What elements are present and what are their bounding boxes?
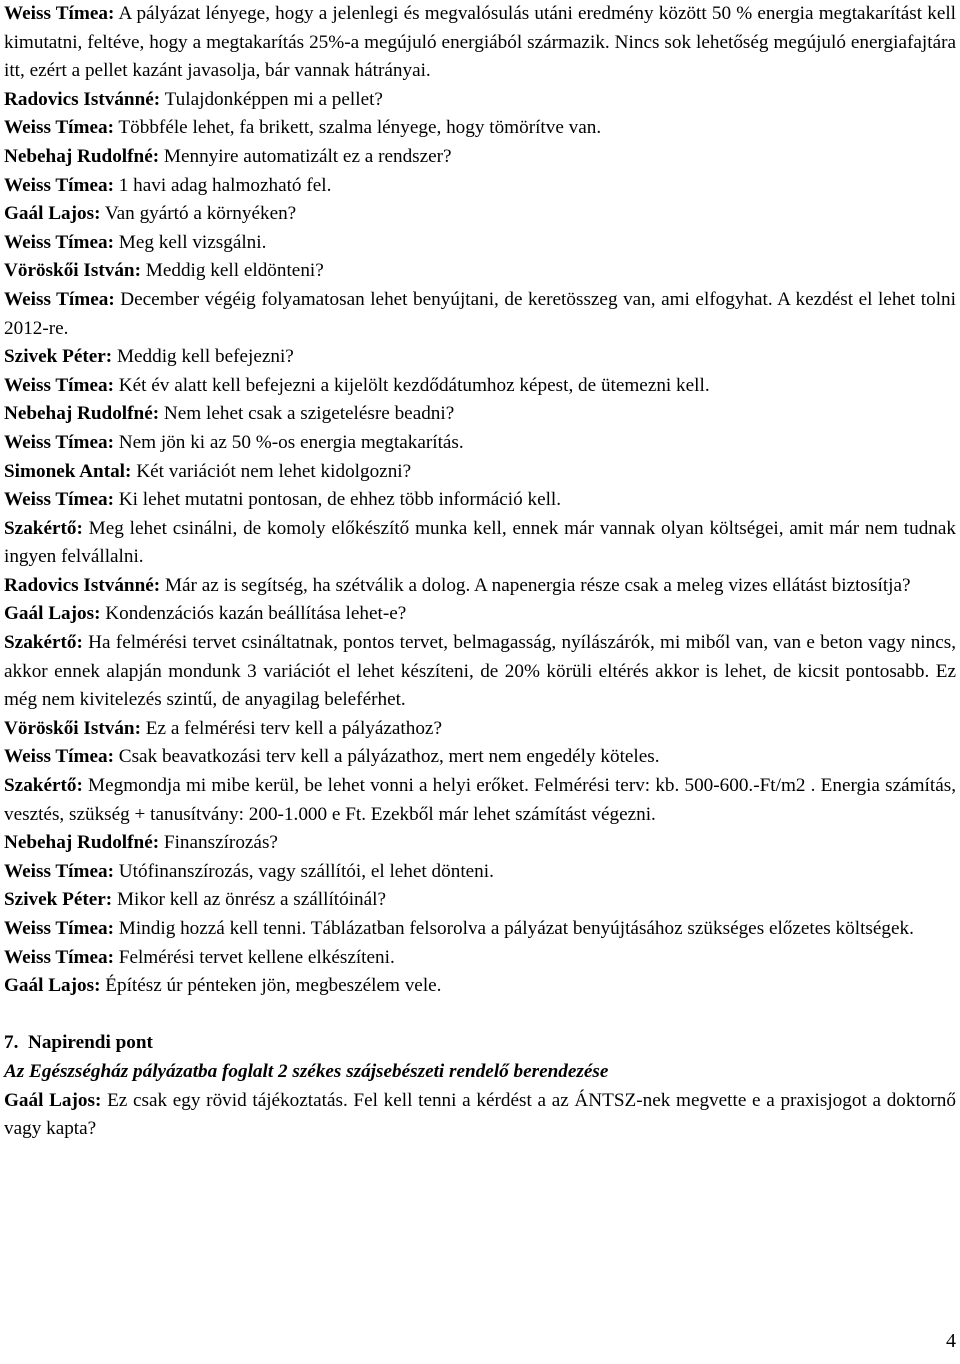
speaker-name: Szakértő: [4, 632, 83, 654]
dialogue-entry [4, 915, 956, 944]
speaker-name: Weiss Tímea: [4, 117, 114, 139]
section-dialogue-list [4, 1087, 956, 1144]
speaker-name: Weiss Tímea: [4, 489, 114, 511]
speech-text: Utófinanszírozás, vagy szállítói, el lehet dönteni. [113, 860, 494, 882]
speaker-name: Weiss Tímea: [4, 374, 114, 396]
speaker-name: Weiss Tímea: [4, 946, 114, 968]
dialogue-entry [4, 0, 956, 86]
speech-text: Többféle lehet, fa brikett, szalma lényege, hogy tömörítve van. [113, 117, 602, 139]
speaker-name: Szivek Péter: [4, 889, 113, 911]
document-body [4, 0, 956, 1144]
speaker-name: Szakértő: [4, 775, 83, 797]
speech-text: Van gyártó a környéken? [100, 203, 297, 225]
speaker-name: Weiss Tímea: [4, 231, 114, 253]
speech-text: Nem lehet csak a szigetelésre beadni? [159, 403, 455, 425]
speech-text: Meg kell vizsgálni. [113, 231, 267, 253]
speaker-name: Szivek Péter: [4, 346, 113, 368]
speech-text: Ha felmérési tervet csináltatnak, pontos tervet, belmagasság, nyílászárók, mi miből van, van e beton vagy nincs, akkor ennek alapján mondunk 3 variációt el lehet készíteni, de 20% körüli eltérés akkor is lehet, de kicsit pontosabb. Ez még nem kivitelezés szintű, de anyagilag beleférhet. [4, 632, 956, 711]
page-number: 4 [946, 1330, 956, 1352]
speech-text: Ez a felmérési terv kell a pályázathoz? [141, 717, 442, 739]
speaker-name: Szakértő: [4, 517, 83, 539]
speech-text: Már az is segítség, ha szétválik a dolog. A napenergia része csak a meleg vizes ellátást biztosítja? [160, 574, 911, 596]
speaker-name: Weiss Tímea: [4, 918, 114, 939]
speech-text: 1 havi adag halmozható fel. [113, 174, 332, 196]
speech-text: Ez csak egy rövid tájékoztatás. Fel kell tenni a kérdést a az ÁNTSZ-nek megvette e a praxisjogot a doktornő vagy kapta? [4, 1089, 956, 1140]
speech-text: Nem jön ki az 50 %-os energia megtakarítás. [113, 431, 464, 453]
dialogue-entry [4, 400, 956, 429]
speech-text: Csak beavatkozási terv kell a pályázathoz, mert nem engedély köteles. [113, 746, 660, 768]
dialogue-entry [4, 172, 956, 201]
speaker-name: Weiss Tímea: [4, 746, 114, 768]
speech-text: Meddig kell eldönteni? [141, 260, 324, 282]
dialogue-entry [4, 229, 956, 258]
speaker-name: Gaál Lajos: [4, 603, 101, 625]
section-title: Napirendi pont [27, 1032, 153, 1054]
speaker-name: Weiss Tímea: [4, 174, 114, 196]
dialogue-entry [4, 458, 956, 487]
dialogue-entry [4, 829, 956, 858]
speaker-name: Gaál Lajos: [4, 975, 101, 997]
speech-text: Megmondja mi mibe kerül, be lehet vonni a helyi erőket. Felmérési terv: kb. 500-600.-Ft/m2 . Energia számítás, vesztés, szükség + tanusítvány: 200-1.000 e Ft. Ezekből már lehet számítást végezni. [4, 775, 956, 825]
dialogue-entry [4, 972, 956, 1001]
speech-text: Felmérési tervet kellene elkészíteni. [113, 946, 395, 968]
speaker-name: Weiss Tímea: [4, 431, 114, 453]
dialogue-entry [4, 486, 956, 515]
speech-text: Két variációt nem lehet kidolgozni? [131, 460, 412, 482]
speaker-name: Radovics Istvánné: [4, 88, 161, 110]
dialogue-entry [4, 886, 956, 915]
speech-text: Mennyire automatizált ez a rendszer? [159, 145, 452, 167]
dialogue-entry [4, 286, 956, 343]
dialogue-entry [4, 600, 956, 629]
dialogue-entry [4, 1087, 956, 1144]
speech-text: Finanszírozás? [159, 832, 278, 854]
speech-text: Ki lehet mutatni pontosan, de ehhez több információ kell. [113, 489, 562, 511]
speaker-name: Vöröskői István: [4, 260, 141, 282]
speaker-name: Weiss Tímea: [4, 288, 115, 310]
dialogue-entry [4, 372, 956, 401]
speaker-name: Radovics Istvánné: [4, 574, 161, 596]
speaker-name: Nebehaj Rudolfné: [4, 832, 160, 854]
speech-text: Meddig kell befejezni? [112, 346, 294, 368]
dialogue-list [4, 0, 956, 1001]
dialogue-entry [4, 86, 956, 115]
speaker-name: Weiss Tímea: [4, 3, 115, 24]
dialogue-entry [4, 772, 956, 829]
speech-text: Kondenzációs kazán beállítása lehet-e? [100, 603, 407, 625]
dialogue-entry [4, 114, 956, 143]
speech-text: Két év alatt kell befejezni a kijelölt kezdődátumhoz képest, de ütemezni kell. [113, 374, 710, 396]
dialogue-entry [4, 858, 956, 887]
speaker-name: Nebehaj Rudolfné: [4, 403, 160, 425]
speech-text: Építész úr pénteken jön, megbeszélem vele. [100, 975, 442, 997]
dialogue-entry [4, 572, 956, 601]
dialogue-entry [4, 143, 956, 172]
speech-text: December végéig folyamatosan lehet benyújtani, de keretösszeg van, ami elfogyhat. A kezdést el lehet tolni 2012-re. [4, 288, 956, 339]
speech-text: Tulajdonképpen mi a pellet? [160, 88, 383, 110]
dialogue-entry [4, 944, 956, 973]
speaker-name: Nebehaj Rudolfné: [4, 145, 160, 167]
speaker-name: Vöröskői István: [4, 717, 141, 739]
section-number: 7. [4, 1032, 19, 1054]
dialogue-entry [4, 515, 956, 572]
section-subtitle: Az Egészségház pályázatba foglalt 2 székes szájsebészeti rendelő berendezése [4, 1060, 609, 1082]
speech-text: Meg lehet csinálni, de komoly előkészítő munka kell, ennek már vannak olyan költségei, amit már nem tudnak ingyen felvállalni. [4, 517, 956, 568]
speech-text: A pályázat lényege, hogy a jelenlegi és megvalósulás utáni eredmény között 50 % energia megtakarítást kell kimutatni, feltéve, hogy a megtakarítás 25%-a megújuló energiából származik. Nincs sok lehetőség megújuló energiafajtára itt, ezért a pellet kazánt javasolja, bár vannak hátrányai. [4, 3, 956, 82]
dialogue-entry [4, 200, 956, 229]
speaker-name: Weiss Tímea: [4, 860, 114, 882]
dialogue-entry [4, 629, 956, 715]
speaker-name: Simonek Antal: [4, 460, 132, 482]
speech-text: Mindig hozzá kell tenni. Táblázatban felsorolva a pályázat benyújtásához szükséges előzetes költségek. [113, 918, 914, 939]
dialogue-entry [4, 743, 956, 772]
speaker-name: Gaál Lajos: [4, 203, 101, 225]
dialogue-entry [4, 257, 956, 286]
dialogue-entry [4, 429, 956, 458]
speech-text: Mikor kell az önrész a szállítóinál? [112, 889, 387, 911]
dialogue-entry [4, 343, 956, 372]
dialogue-entry [4, 715, 956, 744]
speaker-name: Gaál Lajos: [4, 1089, 102, 1111]
section-heading [4, 1029, 956, 1058]
